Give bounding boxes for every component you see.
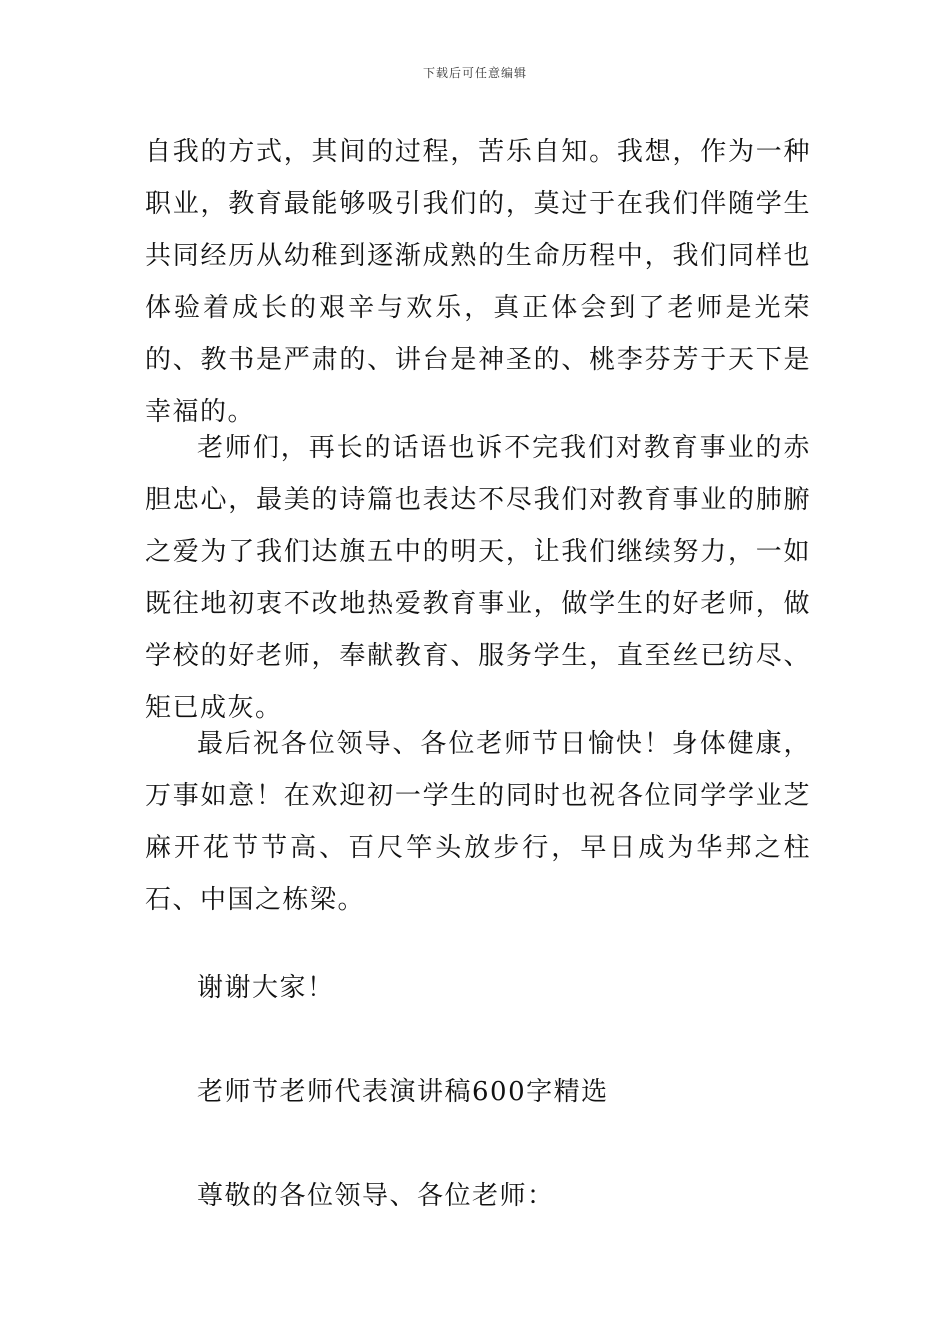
thanks-line: 谢谢大家！: [197, 973, 335, 1003]
paragraph-1: 自我的方式，其间的过程，苦乐自知。我想，作为一种职业，教育最能够吸引我们的，莫过于在我们伴随学生共同经历从幼稚到逐渐成熟的生命历程中，我们同样也体验着成长的艰辛与欢乐，真正体会到了老师是光荣的、教书是严肃的、讲台是神圣的、桃李芬芳于天下是幸福的。: [145, 137, 811, 427]
page-header-note: 下载后可任意编辑: [422, 66, 527, 80]
salutation-line: 尊敬的各位领导、各位老师：: [197, 1181, 555, 1211]
paragraph-3: 最后祝各位领导、各位老师节日愉快！身体健康，万事如意！在欢迎初一学生的同时也祝各位同学学业芝麻开花节节高、百尺竿头放步行，早日成为华邦之柱石、中国之栋梁。: [145, 729, 811, 915]
paragraph-2: 老师们，再长的话语也诉不完我们对教育事业的赤胆忠心，最美的诗篇也表达不尽我们对教育事业的肺腑之爱为了我们达旗五中的明天，让我们继续努力，一如既往地初衷不改地热爱教育事业，做学生的好老师，做学校的好老师，奉献教育、服务学生，直至丝已纺尽、矩已成灰。: [145, 433, 811, 723]
next-speech-title: 老师节老师代表演讲稿600字精选: [197, 1077, 609, 1107]
